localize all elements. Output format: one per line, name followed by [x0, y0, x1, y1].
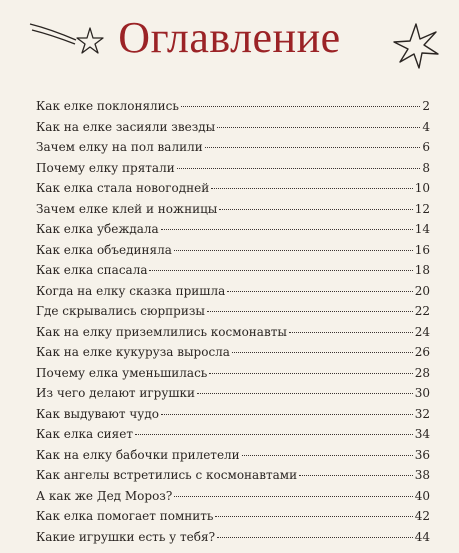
toc-entry-title: Как елка спасала	[36, 263, 148, 277]
dot-leader	[209, 373, 412, 374]
dot-leader	[299, 475, 413, 476]
dot-leader	[217, 537, 413, 538]
toc-entry-title: А как же Дед Мороз?	[36, 488, 173, 503]
dot-leader	[149, 270, 412, 271]
toc-entry[interactable]	[36, 426, 430, 447]
toc-entry[interactable]	[36, 139, 430, 160]
toc-entry-title: Как ангелы встретились с космонавтами	[36, 468, 298, 482]
toc-entry-title: Почему елка уменьшилась	[36, 365, 208, 380]
toc-entry-page: 18	[414, 263, 430, 277]
toc-entry[interactable]	[36, 488, 430, 509]
dot-leader	[161, 229, 413, 230]
toc-entry-page: 6	[422, 140, 430, 154]
toc-entry[interactable]	[36, 303, 430, 324]
toc-entry-page: 4	[422, 119, 430, 134]
toc-entry-title: Зачем елку на пол валили	[36, 140, 203, 154]
toc-entry-page: 10	[414, 181, 430, 195]
toc-entry[interactable]	[36, 365, 430, 386]
toc-entry-page: 16	[414, 242, 430, 257]
dot-leader	[174, 250, 413, 251]
toc-entry-page: 24	[414, 324, 430, 339]
toc-entry-title: Где скрывались сюрпризы	[36, 304, 205, 318]
toc-entry-page: 22	[414, 304, 430, 318]
toc-entry-page: 14	[414, 222, 430, 236]
toc-entry[interactable]	[36, 201, 430, 222]
toc-entry-title: Как елка сияет	[36, 427, 133, 441]
dot-leader	[215, 516, 412, 517]
toc-entry[interactable]	[36, 262, 430, 283]
toc-entry-title: Зачем елке клей и ножницы	[36, 201, 218, 216]
dot-leader	[181, 106, 420, 107]
toc-entry[interactable]	[36, 324, 430, 345]
toc-entry[interactable]	[36, 385, 430, 406]
dot-leader	[211, 188, 412, 189]
toc-entry-title: Как елка объединяла	[36, 242, 172, 257]
toc-entry[interactable]	[36, 98, 430, 119]
toc-entry-title: Как на елку бабочки прилетели	[36, 447, 240, 462]
dot-leader	[174, 496, 412, 497]
toc-entry-page: 12	[414, 201, 430, 216]
toc-entry-page: 32	[414, 406, 430, 421]
toc-entry-title: Как елка стала новогодней	[36, 181, 210, 195]
dot-leader	[232, 352, 413, 353]
toc-entry-title: Как на елке засияли звезды	[36, 119, 216, 134]
toc-entry-title: Почему елку прятали	[36, 160, 175, 175]
toc-entry[interactable]	[36, 119, 430, 140]
toc-entry-title: Какие игрушки есть у тебя?	[36, 529, 216, 544]
toc-entry[interactable]	[36, 180, 430, 201]
toc-entry-page: 30	[414, 386, 430, 400]
toc-entry-title: Как елка помогает помнить	[36, 509, 214, 523]
toc-entry-title: Как на елке кукуруза выросла	[36, 345, 230, 359]
toc-entry[interactable]	[36, 529, 430, 550]
toc-entry-title: Как на елку приземлились космонавты	[36, 324, 287, 339]
dot-leader	[177, 168, 421, 169]
toc-entry-page: 40	[414, 488, 430, 503]
dot-leader	[161, 414, 413, 415]
toc-entry-page: 38	[414, 468, 430, 482]
toc-entry-page: 44	[414, 529, 430, 544]
dot-leader	[207, 311, 413, 312]
toc-entry-page: 36	[414, 447, 430, 462]
toc-entry[interactable]	[36, 508, 430, 529]
page-title: Оглавление	[118, 13, 341, 62]
toc-entry-title: Как елке поклонялись	[36, 99, 179, 113]
toc-entry[interactable]	[36, 467, 430, 488]
toc-entry-page: 34	[414, 427, 430, 441]
toc-entry[interactable]	[36, 447, 430, 468]
dot-leader	[197, 393, 413, 394]
dot-leader	[289, 332, 413, 333]
toc-entry[interactable]	[36, 160, 430, 181]
dot-leader	[135, 434, 413, 435]
toc-entry-page: 26	[414, 345, 430, 359]
dot-leader	[219, 209, 412, 210]
star-icon	[392, 22, 440, 70]
toc-entry[interactable]	[36, 344, 430, 365]
toc-entry[interactable]	[36, 406, 430, 427]
toc-entry-page: 28	[414, 365, 430, 380]
toc-entry-title: Как елка убеждала	[36, 222, 159, 236]
toc-entry[interactable]	[36, 242, 430, 263]
table-of-contents	[36, 98, 430, 549]
dot-leader	[205, 147, 421, 148]
toc-entry-page: 2	[422, 99, 430, 113]
toc-entry-title: Из чего делают игрушки	[36, 386, 196, 400]
toc-entry-page: 20	[414, 283, 430, 298]
toc-entry-title: Когда на елку сказка пришла	[36, 283, 226, 298]
dot-leader	[242, 455, 413, 456]
toc-entry[interactable]	[36, 221, 430, 242]
dot-leader	[217, 127, 420, 128]
dot-leader	[227, 291, 412, 292]
toc-entry-title: Как выдувают чудо	[36, 406, 159, 421]
toc-entry[interactable]	[36, 283, 430, 304]
toc-entry-page: 8	[422, 160, 430, 175]
toc-entry-page: 42	[414, 509, 430, 523]
